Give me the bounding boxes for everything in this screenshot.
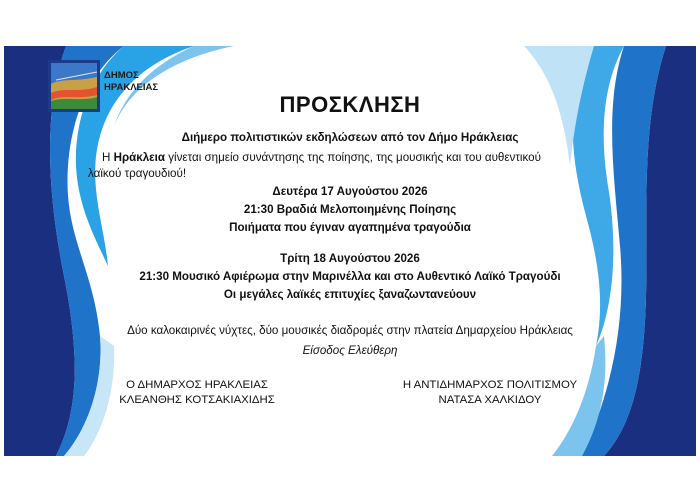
- signature-left-role: Ο ΔΗΜΑΡΧΟΣ ΗΡΑΚΛΕΙΑΣ: [126, 379, 268, 391]
- logo-line-2: ΗΡΑΚΛΕΙΑΣ: [104, 82, 159, 93]
- day2-subtitle: Οι μεγάλες λαϊκές επιτυχίες ξαναζωντανεύουν: [223, 288, 477, 301]
- day2-event: 21:30 Μουσικό Αφιέρωμα στην Μαρινέλλα και στο Αυθεντικό Λαϊκό Τραγούδι: [139, 270, 561, 283]
- invitation-card: [4, 46, 696, 456]
- logo-text: [104, 70, 158, 94]
- day1-date: Δευτέρα 17 Αυγούστου 2026: [272, 185, 428, 198]
- signature-right-role: Η ΑΝΤΙΔΗΜΑΡΧΟΣ ΠΟΛΙΤΙΣΜΟΥ: [402, 379, 578, 391]
- signature-left-name: ΚΛΕΑΝΘΗΣ ΚΟΤΣΑΚΙΑΧΙΔΗΣ: [119, 394, 275, 406]
- signature-right-name: ΝΑΤΑΣΑ ΧΑΛΚΙΔΟΥ: [438, 394, 542, 406]
- entry-text: Είσοδος Ελεύθερη: [302, 344, 398, 357]
- intro-line-1: [102, 151, 541, 164]
- signature-right: [390, 378, 590, 408]
- signature-left: [112, 378, 282, 408]
- page-title: ΠΡΟΣΚΛΗΣΗ: [279, 92, 421, 117]
- intro-rest: γίνεται σημείο συνάντησης της ποίησης, της μουσικής και του αυθεντικού: [165, 151, 541, 164]
- intro-prefix: Η: [102, 151, 114, 164]
- intro-highlight: Ηράκλεια: [113, 151, 166, 164]
- logo-line-1: ΔΗΜΟΣ: [104, 70, 139, 81]
- intro-line-2: λαϊκού τραγουδιού!: [88, 167, 187, 180]
- day1-subtitle: Ποιήματα που έγιναν αγαπημένα τραγούδια: [229, 221, 471, 234]
- summary-text: Δύο καλοκαιρινές νύχτες, δύο μουσικές διαδρομές στην πλατεία Δημαρχείου Ηράκλειας: [127, 324, 573, 337]
- day2-date: Τρίτη 18 Αυγούστου 2026: [280, 252, 420, 265]
- day1-event: 21:30 Βραδιά Μελοποιημένης Ποίησης: [243, 203, 457, 216]
- subtitle: Διήμερο πολιτιστικών εκδηλώσεων από τον Δήμο Ηράκλειας: [181, 131, 519, 144]
